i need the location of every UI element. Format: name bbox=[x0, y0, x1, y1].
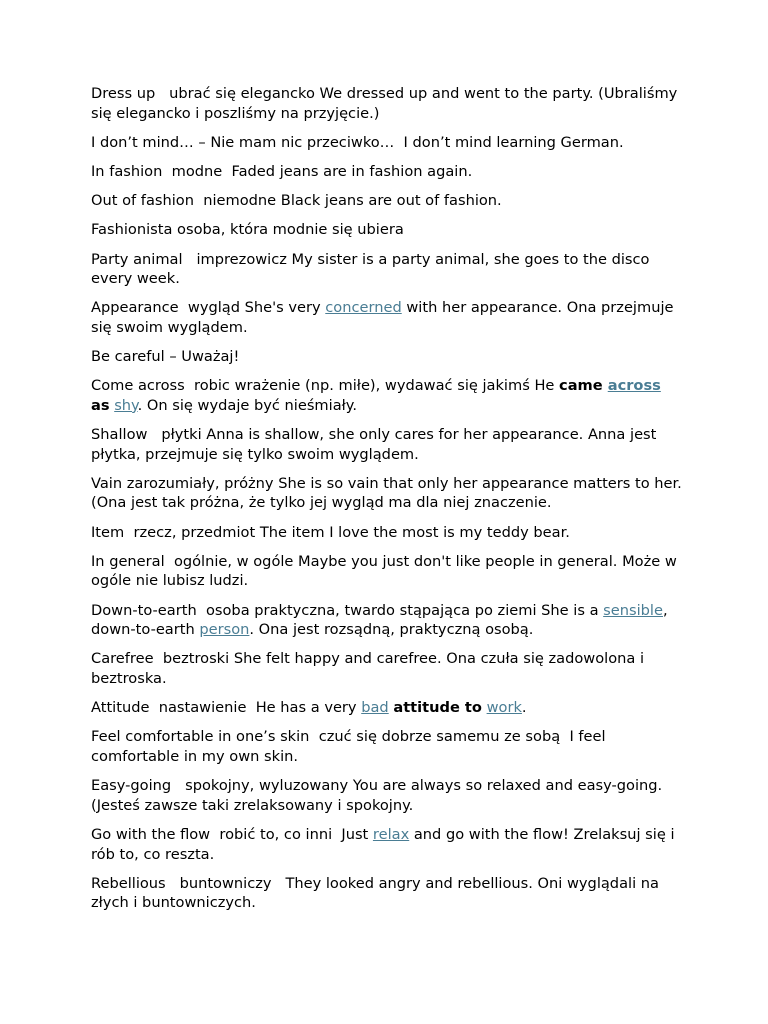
vocab-entry bbox=[91, 376, 683, 415]
vocab-entry bbox=[91, 874, 683, 913]
vocab-link[interactable]: work bbox=[486, 699, 522, 717]
vocab-entry bbox=[91, 425, 683, 464]
entry-text: Carefree beztroski She felt happy and carefree. Ona czuła się zadowolona i beztroska. bbox=[91, 650, 649, 687]
entry-text: Shallow płytki Anna is shallow, she only cares for her appearance. Anna jest płytka, przejmuje się tylko swoim wyglądem. bbox=[91, 426, 662, 463]
vocab-entry bbox=[91, 220, 683, 240]
vocab-link[interactable]: concerned bbox=[325, 299, 402, 317]
entry-text: Be careful – Uważaj! bbox=[91, 348, 240, 366]
vocab-entry bbox=[91, 298, 683, 337]
vocab-entry bbox=[91, 727, 683, 766]
vocab-entry bbox=[91, 162, 683, 182]
vocab-link[interactable]: relax bbox=[372, 825, 410, 843]
entry-text: Fashionista osoba, która modnie się ubiera bbox=[91, 221, 404, 239]
bold-phrase: came bbox=[559, 377, 608, 395]
entry-text: , down-to-earth bbox=[91, 601, 673, 639]
entry-text: Vain zarozumiały, próżny She is so vain that only her appearance matters to her. (Ona jest tak próżna, że tylko jej wygląd ma dla niej znaczenie. bbox=[91, 474, 687, 512]
vocab-entry bbox=[91, 474, 687, 513]
entry-text: Rebellious buntowniczy They looked angry and rebellious. Oni wyglądali na złych i buntowniczych. bbox=[91, 874, 664, 912]
vocab-entry bbox=[91, 347, 683, 367]
vocab-entry bbox=[91, 825, 683, 864]
vocab-entry bbox=[91, 601, 683, 640]
entry-text: . On się wydaje być nieśmiały. bbox=[137, 396, 357, 414]
entry-text: with her appearance. Ona przejmuje się swoim wyglądem. bbox=[91, 299, 679, 336]
vocab-entry bbox=[91, 523, 683, 543]
entry-text: and go with the flow! Zrelaksuj się i rób to, co reszta. bbox=[91, 825, 680, 863]
entry-text: In fashion modne Faded jeans are in fashion again. bbox=[91, 162, 473, 180]
vocab-entry bbox=[91, 649, 683, 688]
document-page bbox=[91, 84, 687, 922]
entry-text: I don’t mind… – Nie mam nic przeciwko… I don’t mind learning German. bbox=[91, 133, 624, 151]
entry-text: In general ogólnie, w ogóle Maybe you just don't like people in general. Może w ogóle nie lubisz ludzi. bbox=[91, 552, 682, 590]
entry-text: Party animal imprezowicz My sister is a party animal, she goes to the disco every week. bbox=[91, 250, 655, 288]
vocab-entry bbox=[91, 84, 683, 123]
entry-text: Easy-going spokojny, wyluzowany You are always so relaxed and easy-going. (Jesteś zawsze taki zrelaksowany i spokojny. bbox=[91, 777, 667, 814]
vocab-link[interactable]: bad bbox=[361, 699, 389, 717]
entry-text: Out of fashion niemodne Black jeans are out of fashion. bbox=[91, 192, 502, 210]
entry-text: Attitude nastawienie He has a very bbox=[91, 699, 362, 717]
vocab-link[interactable]: sensible bbox=[603, 601, 663, 619]
vocab-entry bbox=[91, 776, 683, 815]
vocab-entry bbox=[91, 250, 683, 289]
entry-text: . Ona jest rozsądną, praktyczną osobą. bbox=[249, 621, 534, 639]
entry-text: . bbox=[521, 699, 527, 717]
vocab-entry bbox=[91, 191, 683, 211]
vocab-link[interactable]: shy bbox=[114, 396, 138, 414]
vocab-link[interactable]: person bbox=[199, 621, 250, 639]
vocab-entry bbox=[91, 552, 683, 591]
entry-text: Come across robic wrażenie (np. miłe), wydawać się jakimś He bbox=[91, 377, 560, 395]
entry-text: Go with the flow robić to, co inni Just bbox=[91, 825, 373, 843]
vocab-link[interactable]: across bbox=[607, 377, 661, 395]
vocab-entry bbox=[91, 133, 683, 153]
entry-text: Item rzecz, przedmiot The item I love the most is my teddy bear. bbox=[91, 523, 570, 541]
entry-text: Dress up ubrać się elegancko We dressed up and went to the party. (Ubraliśmy się elegancko i poszliśmy na przyjęcie.) bbox=[91, 85, 682, 122]
entry-text: Feel comfortable in one’s skin czuć się dobrze samemu ze sobą I feel comfortable in my own skin. bbox=[91, 728, 611, 765]
bold-phrase: attitude to bbox=[393, 699, 482, 717]
entry-text: Appearance wygląd She's very bbox=[91, 299, 326, 317]
vocab-entry bbox=[91, 698, 683, 718]
entry-text: Down-to-earth osoba praktyczna, twardo stąpająca po ziemi She is a bbox=[91, 601, 604, 619]
bold-phrase: as bbox=[91, 377, 666, 414]
